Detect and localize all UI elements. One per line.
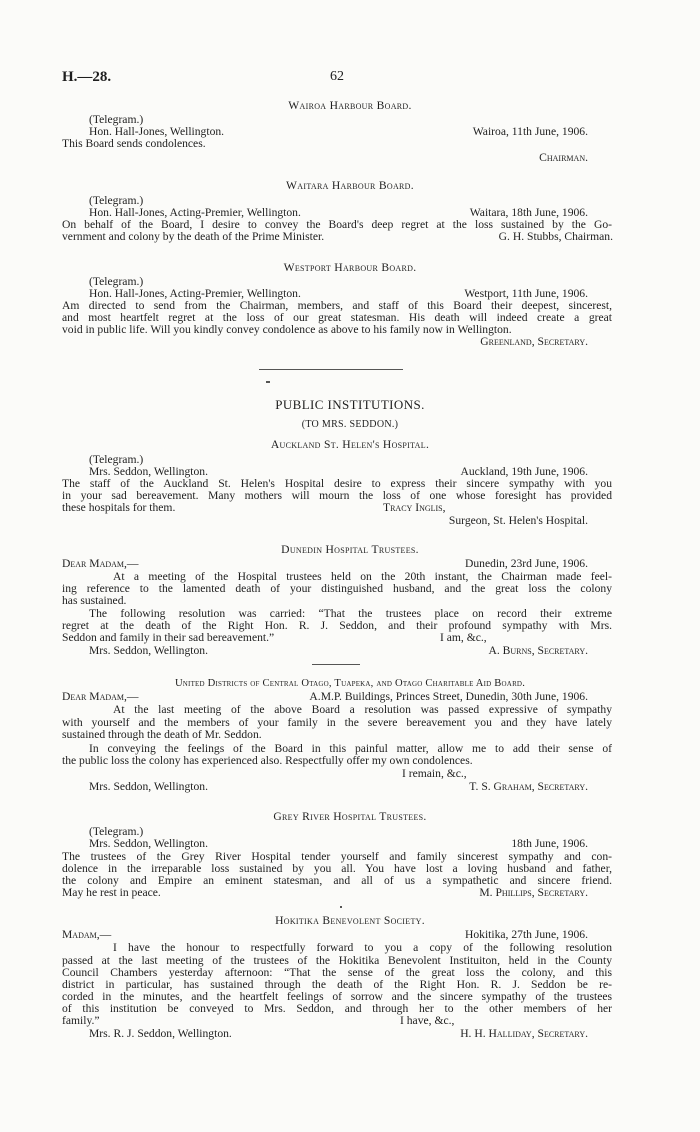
auckland-signature-name: Tracy Inglis, <box>383 501 446 514</box>
dunedin-body-line-3: has sustained. <box>62 594 127 607</box>
greyriver-body-line-3: the colony and Empire an eminent statesman, and all of us a sympathetic and sincere friend. <box>62 874 612 887</box>
westport-addressee: Hon. Hall-Jones, Acting-Premier, Wellington. <box>89 287 301 300</box>
greyriver-body-line-1: The trustees of the Grey River Hospital tender yourself and family sincerest sympathy and con- <box>62 850 612 863</box>
dunedin-body-line-2: ing reference to the lamented death of your distinguished husband, and the great loss the colony <box>62 582 612 595</box>
hokitika-body-line-3: Council Chambers yesterday afternoon: “That the sense of the great loss the colony, and this <box>62 966 612 979</box>
waitara-addressee: Hon. Hall-Jones, Acting-Premier, Wellington. <box>89 206 301 219</box>
greyriver-place-date: 18th June, 1906. <box>511 837 588 850</box>
dunedin-closing: I am, &c., <box>440 631 487 644</box>
hokitika-body-line-5: corded in the minutes, and the heartfelt feelings of sorrow and the sincere sympathy of the trustees <box>62 990 612 1003</box>
hokitika-body-line-7: family.” <box>62 1014 100 1027</box>
section-subtitle: (TO MRS. SEDDON.) <box>301 419 399 430</box>
united-body-line-5: the public loss the colony has experienced also. Respectfully offer my own condolences. <box>62 754 473 767</box>
united-addressee: Mrs. Seddon, Wellington. <box>89 780 208 793</box>
dunedin-place-date: Dunedin, 23rd June, 1906. <box>464 557 588 570</box>
wairoa-signature: Chairman. <box>539 151 588 164</box>
westport-body-line-1: Am directed to send from the Chairman, members, and staff of this Board their deepest, sincerest, <box>62 299 612 312</box>
auckland-telegram: (Telegram.) <box>89 453 144 466</box>
auckland-body-line-2: in your sad bereavement. Many mothers will mourn the loss of one whose foresight has provided <box>62 489 612 502</box>
hokitika-body-line-1: I have the honour to respectfully forward to you a copy of the following resolution <box>113 941 612 954</box>
united-place-date: A.M.P. Buildings, Princes Street, Dunedin, 30th June, 1906. <box>309 690 588 703</box>
greyriver-addressee: Mrs. Seddon, Wellington. <box>89 837 208 850</box>
waitara-telegram: (Telegram.) <box>89 194 144 207</box>
hokitika-body-line-6: of this institution be conveyed to Mrs. Seddon, and through her to the other members of her <box>62 1002 612 1015</box>
auckland-addressee: Mrs. Seddon, Wellington. <box>89 465 208 478</box>
wairoa-place-date: Wairoa, 11th June, 1906. <box>472 125 588 138</box>
united-body-line-2: with yourself and the members of your family in the severe bereavement you and they have lately <box>62 716 612 729</box>
waitara-body-line-2: vernment and colony by the death of the Prime Minister. <box>62 230 325 243</box>
united-signature: T. S. Graham, Secretary. <box>469 780 588 793</box>
hokitika-signature: H. H. Halliday, Secretary. <box>460 1027 588 1040</box>
divider <box>340 906 342 908</box>
westport-signature: Greenland, Secretary. <box>480 335 588 348</box>
page-number: 62 <box>330 69 344 84</box>
hokitika-body-line-4: district in particular, has sustained through the death of the Right Hon. R. J. Seddon be re- <box>62 978 612 991</box>
dunedin-body-line-1: At a meeting of the Hospital trustees held on the 20th instant, the Chairman made feel- <box>113 570 612 583</box>
dunedin-body-line-4: The following resolution was carried: “That the trustees place on record their extreme <box>89 607 612 620</box>
westport-heading: Westport Harbour Board. <box>283 261 417 274</box>
united-body-line-4: In conveying the feelings of the Board in this painful matter, allow me to add their sense of <box>89 742 612 755</box>
hokitika-body-line-2: passed at the last meeting of the trustees of the Hokitika Benevolent Instituiton, held in the County <box>62 954 612 967</box>
waitara-signature: G. H. Stubbs, Chairman. <box>498 230 613 243</box>
hokitika-salutation: Madam,— <box>62 928 112 941</box>
united-salutation: Dear Madam,— <box>62 690 139 703</box>
wairoa-addressee: Hon. Hall-Jones, Wellington. <box>89 125 225 138</box>
auckland-body-line-1: The staff of the Auckland St. Helen's Hospital desire to express their sincere sympathy with you <box>62 477 612 490</box>
waitara-place-date: Waitara, 18th June, 1906. <box>469 206 588 219</box>
page-ref: H.—28. <box>62 69 112 85</box>
westport-body-line-2: and most heartfelt regret at the loss of our great statesman. His death will indeed create a great <box>62 311 612 324</box>
auckland-place-date: Auckland, 19th June, 1906. <box>460 465 588 478</box>
greyriver-body-line-2: dolence in the irreparable loss sustained by you all. You have lost a loving husband and father, <box>62 862 612 875</box>
dunedin-signature: A. Burns, Secretary. <box>488 644 588 657</box>
dunedin-addressee: Mrs. Seddon, Wellington. <box>89 644 208 657</box>
dunedin-body-line-6: Seddon and family in their sad bereavement.” <box>62 631 275 644</box>
united-body-line-1: At the last meeting of the above Board a resolution was passed expressive of sympathy <box>113 703 612 716</box>
waitara-body-line-1: On behalf of the Board, I desire to convey the Board's deep regret at the loss sustained by the Go- <box>62 218 612 231</box>
westport-telegram: (Telegram.) <box>89 275 144 288</box>
hokitika-addressee: Mrs. R. J. Seddon, Wellington. <box>89 1027 232 1040</box>
wairoa-body: This Board sends condolences. <box>62 137 206 150</box>
auckland-signature-title: Surgeon, St. Helen's Hospital. <box>448 514 588 527</box>
wairoa-heading: Wairoa Harbour Board. <box>288 99 412 112</box>
hokitika-place-date: Hokitika, 27th June, 1906. <box>464 928 588 941</box>
greyriver-heading: Grey River Hospital Trustees. <box>273 810 427 823</box>
westport-body-line-3: void in public life. Will you kindly convey condolence as above to his family now in Wellington. <box>62 323 512 336</box>
dunedin-heading: Dunedin Hospital Trustees. <box>281 543 419 556</box>
westport-place-date: Westport, 11th June, 1906. <box>464 287 588 300</box>
section-divider <box>259 369 403 370</box>
divider <box>312 664 360 665</box>
hokitika-heading: Hokitika Benevolent Society. <box>275 914 425 927</box>
united-body-line-3: sustained through the death of Mr. Seddon. <box>62 728 262 741</box>
dunedin-body-line-5: regret at the death of the Right Hon. R. J. Seddon, and their profound sympathy with Mrs. <box>62 619 612 632</box>
wairoa-telegram: (Telegram.) <box>89 113 144 126</box>
dunedin-salutation: Dear Madam,— <box>62 557 139 570</box>
greyriver-telegram: (Telegram.) <box>89 825 144 838</box>
united-heading: United Districts of Central Otago, Tuapeka, and Otago Charitable Aid Board. <box>174 678 526 689</box>
hokitika-closing: I have, &c., <box>400 1014 455 1027</box>
auckland-heading: Auckland St. Helen's Hospital. <box>270 438 430 451</box>
greyriver-signature: M. Phillips, Secretary. <box>479 886 588 899</box>
united-closing: I remain, &c., <box>402 767 467 780</box>
greyriver-body-line-4: May he rest in peace. <box>62 886 161 899</box>
section-title: PUBLIC INSTITUTIONS. <box>275 397 425 412</box>
waitara-heading: Waitara Harbour Board. <box>286 179 414 192</box>
divider-mark <box>266 381 270 383</box>
auckland-body-line-3: these hospitals for them. <box>62 501 176 514</box>
